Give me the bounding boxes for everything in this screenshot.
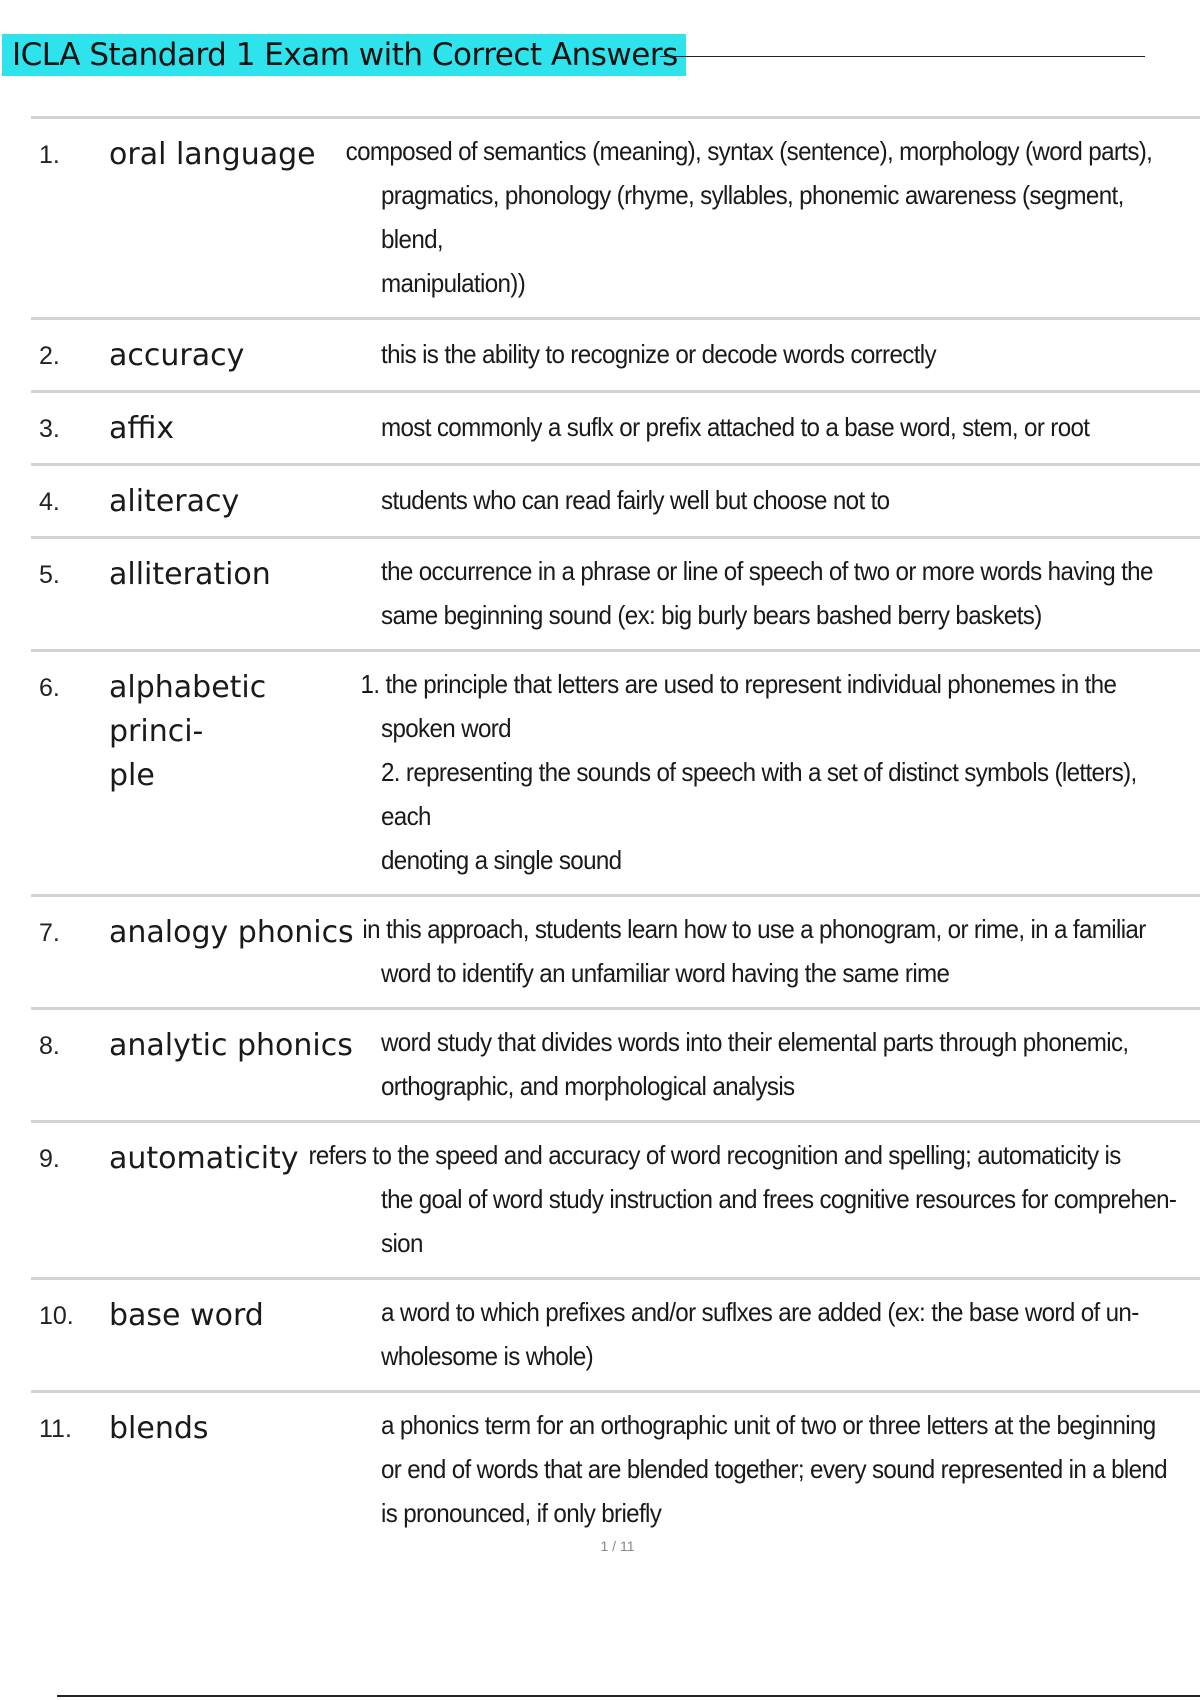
definition-line: wholesome is whole) xyxy=(381,1341,594,1371)
card-term: aliteracy xyxy=(109,484,240,519)
card-term xyxy=(109,666,369,798)
card-7 xyxy=(31,897,1200,1010)
card-term: alliteration xyxy=(109,557,271,592)
card-definition xyxy=(345,129,1192,305)
definition-line: the goal of word study instruction and frees cognitive resources for comprehen- xyxy=(381,1184,1177,1214)
definition-line: or end of words that are blended together; every sound represented in a blend xyxy=(381,1454,1167,1484)
definition-line: is pronounced, if only briefly xyxy=(381,1498,662,1528)
card-1 xyxy=(31,119,1200,320)
card-number: 2. xyxy=(39,342,60,370)
definition-line: pragmatics, phonology (rhyme, syllables, phonemic awareness (segment, blend, xyxy=(381,180,1124,254)
title-rule xyxy=(660,56,1145,57)
definition-line: manipulation)) xyxy=(381,268,526,298)
card-term: analytic phonics xyxy=(109,1028,353,1063)
definition-line: composed of semantics (meaning), syntax (sentence), morphology (word parts), xyxy=(345,136,1153,166)
card-term: blends xyxy=(109,1411,209,1446)
card-definition xyxy=(381,1403,1192,1535)
document-header xyxy=(0,34,1145,78)
card-number: 9. xyxy=(39,1145,60,1173)
definition-line: this is the ability to recognize or decode words correctly xyxy=(381,339,936,369)
card-number: 4. xyxy=(39,488,60,516)
definition-line: 1. the principle that letters are used to represent individual phonemes in the xyxy=(360,669,1117,699)
card-3 xyxy=(31,393,1200,466)
card-5 xyxy=(31,539,1200,652)
definition-line: sion xyxy=(381,1228,423,1258)
card-11 xyxy=(31,1393,1200,1547)
card-number: 3. xyxy=(39,415,60,443)
card-number: 1. xyxy=(39,141,60,169)
card-number: 7. xyxy=(39,919,60,947)
document-title: ICLA Standard 1 Exam with Correct Answers xyxy=(2,34,686,76)
card-definition xyxy=(381,478,1192,522)
card-8 xyxy=(31,1010,1200,1123)
footer-rule xyxy=(57,1695,1200,1697)
card-definition xyxy=(381,405,1192,449)
card-definition xyxy=(362,907,1192,995)
card-number: 6. xyxy=(39,674,60,702)
card-number: 8. xyxy=(39,1032,60,1060)
definition-line: students who can read fairly well but choose not to xyxy=(381,485,890,515)
definition-line: orthographic, and morphological analysis xyxy=(381,1071,795,1101)
definition-line: refers to the speed and accuracy of word recognition and spelling; automaticity is xyxy=(308,1140,1121,1170)
term-line: alphabetic princi- xyxy=(109,670,267,749)
card-definition xyxy=(381,332,1192,376)
definition-line: most commonly a suflx or prefix attached to a base word, stem, or root xyxy=(381,412,1090,442)
card-term: affix xyxy=(109,411,175,446)
card-term: oral language xyxy=(109,137,316,172)
definition-line: denoting a single sound xyxy=(381,845,622,875)
definition-line: a phonics term for an orthographic unit of two or three letters at the beginning xyxy=(381,1410,1156,1440)
card-number: 11. xyxy=(39,1415,72,1443)
card-10 xyxy=(31,1280,1200,1393)
definition-line: in this approach, students learn how to use a phonogram, or rime, in a familiar xyxy=(362,914,1146,944)
card-term: analogy phonics xyxy=(109,915,354,950)
card-term: automaticity xyxy=(109,1141,299,1176)
page-number: 1 / 11 xyxy=(600,1538,635,1554)
card-definition xyxy=(381,1290,1192,1378)
definition-line: spoken word xyxy=(381,713,511,743)
card-4 xyxy=(31,466,1200,539)
definition-line: same beginning sound (ex: big burly bears bashed berry baskets) xyxy=(381,600,1042,630)
card-definition xyxy=(308,1133,1192,1265)
card-definition xyxy=(360,662,1192,882)
card-term: accuracy xyxy=(109,338,245,373)
flashcard-list xyxy=(31,116,1200,1547)
card-term: base word xyxy=(109,1298,264,1333)
definition-line: 2. representing the sounds of speech with a set of distinct symbols (letters), each xyxy=(381,757,1137,831)
definition-line: the occurrence in a phrase or line of speech of two or more words having the xyxy=(381,556,1153,586)
card-number: 10. xyxy=(39,1302,74,1330)
card-9 xyxy=(31,1123,1200,1280)
term-line: ple xyxy=(109,758,155,793)
card-number: 5. xyxy=(39,561,60,589)
definition-line: a word to which prefixes and/or suflxes are added (ex: the base word of un- xyxy=(381,1297,1139,1327)
card-6 xyxy=(31,652,1200,897)
definition-line: word study that divides words into their elemental parts through phonemic, xyxy=(381,1027,1129,1057)
card-definition xyxy=(381,549,1192,637)
definition-line: word to identify an unfamiliar word having the same rime xyxy=(381,958,950,988)
card-2 xyxy=(31,320,1200,393)
card-definition xyxy=(381,1020,1192,1108)
